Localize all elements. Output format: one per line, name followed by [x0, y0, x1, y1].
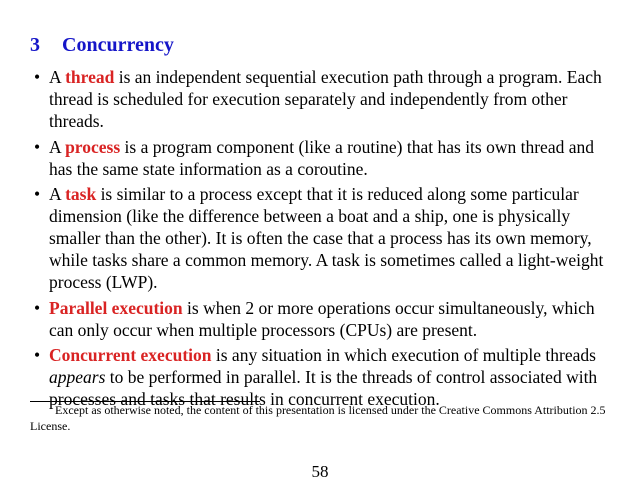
bullet-dot-icon: •	[34, 345, 41, 365]
section-title: Concurrency	[62, 34, 174, 56]
keyword-parallel-execution: Parallel execution	[49, 297, 183, 318]
bullet-concurrent-execution: • Concurrent execution is any situation in which execution of multiple threads appears to be performed in parallel. It is the threads of control associated with processes and tasks that results in concurrent execution.	[34, 345, 598, 409]
keyword-thread: thread	[65, 67, 115, 87]
keyword-concurrent-execution: Concurrent execution	[49, 345, 212, 365]
keyword-process: process	[65, 136, 121, 157]
bullet-dot-icon: •	[34, 136, 41, 157]
bullet-task: • A task is similar to a process except that it is reduced along some particular dimension (like the difference between a boat and a ship, one is physically smaller than the other). It is often the case that a process has its own memory, while tasks share a common memory. A task is sometimes called a light-weight process (LWP).	[34, 184, 604, 292]
bullet-process: • A process is a program component (like a routine) that has its own thread and has the same state information as a coroutine.	[34, 136, 594, 179]
bullet-dot-icon: •	[34, 184, 41, 204]
bullet-dot-icon: •	[34, 297, 41, 318]
bullet-dot-icon: •	[34, 67, 41, 87]
footnote: Except as otherwise noted, the content of this presentation is licensed under the Creative Commons Attribution 2.5 License.	[30, 403, 606, 433]
emphasis-appears: appears	[49, 367, 106, 387]
bullet-list	[34, 66, 609, 414]
bullet-thread: • A thread is an independent sequential execution path through a program. Each thread is scheduled for execution separately and independently from other threads.	[34, 67, 602, 131]
page-number: 58	[311, 462, 329, 481]
bullet-parallel-execution: • Parallel execution is when 2 or more operations occur simultaneously, which can only occur when multiple processors (CPUs) are present.	[34, 297, 595, 340]
keyword-task: task	[65, 184, 97, 204]
section-heading	[30, 34, 174, 57]
section-number: 3	[30, 34, 40, 56]
